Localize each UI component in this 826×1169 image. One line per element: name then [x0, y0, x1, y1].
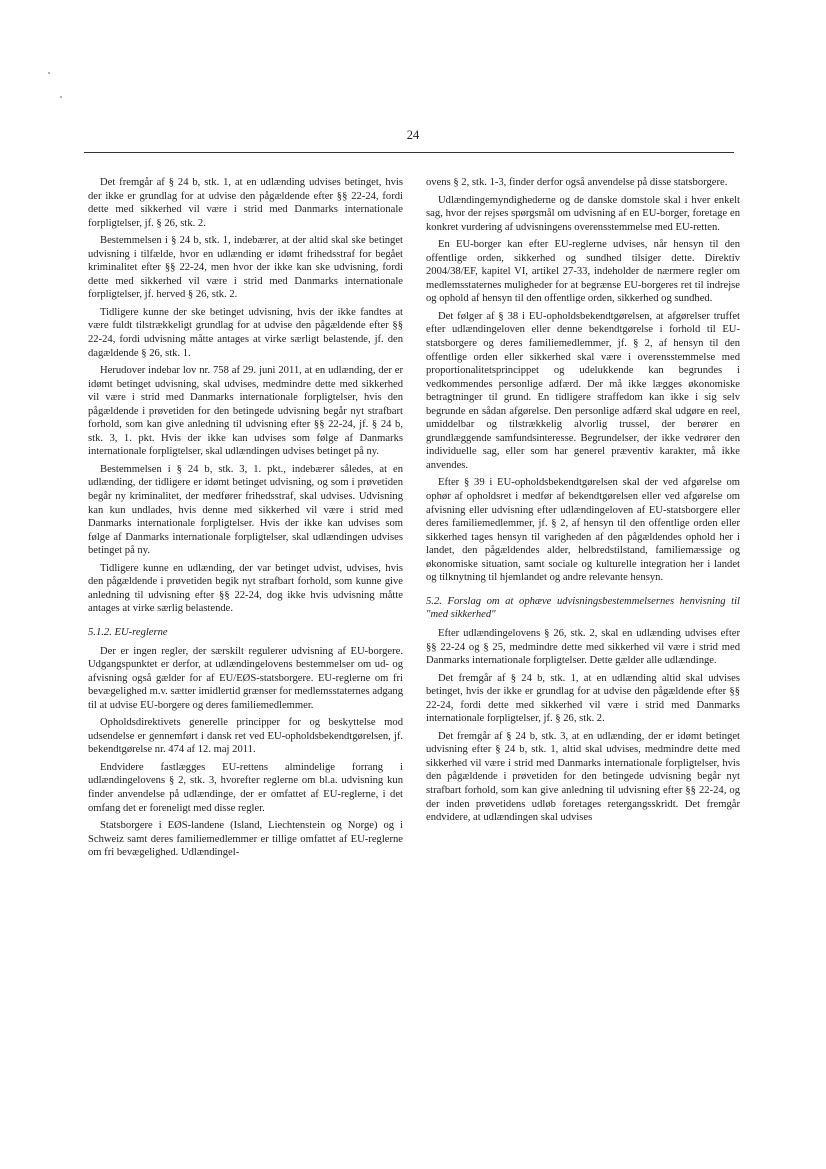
paragraph: Opholdsdirektivets generelle principper for og beskyttelse mod udsendelse er gennemført i dansk ret ved EU-opholdsbekendtgørelsen, jf. bekendtgørelse nr. 474 af 12. maj 2011.: [88, 717, 403, 756]
header-rule: [84, 152, 734, 153]
paragraph: Tidligere kunne der ske betinget udvisning, hvis der ikke fandtes at være fuldt tilstrækkeligt grundlag for at udvise den pågældende efter §§ 22-24, fordi udvisning måtte antages at virke særligt belastende, jf. den dagældende § 26, stk. 1.: [88, 306, 403, 359]
paragraph: Det fremgår af § 24 b, stk. 3, at en udlænding, der er idømt betinget udvisning efter § 24 b, stk. 1, altid skal udvises, medmindre dette med sikkerhed vil være i strid med Danmarks internationale forpligtelser, hvis den pågældende i prøvetiden for den betingede udvisning begår nyt strafbart forhold, som kan give anledning til udvisning efter §§ 22-24, og der inden prøvetidens udløb foretages retergangsskridt. Det fremgår endvidere, at udlændingen skal udvises: [426, 730, 740, 824]
paragraph: Herudover indebar lov nr. 758 af 29. juni 2011, at en udlænding, der er idømt betinget udvisning, skal udvises, medmindre dette med sikkerhed vil være i strid med Danmarks internationale forpligtelser, hvis den pågældende i prøvetiden for den betingede udvisning begår nyt strafbart forhold, som kan give anledning til udvisning efter §§ 22-24, jf. § 24 b, stk. 3, 1. pkt. Hvis der ikke kan udvises som følge af Danmarks internationale forpligtelser, skal udlændingen udvises betinget på ny.: [88, 365, 403, 458]
paragraph: Udlændingemyndighederne og de danske domstole skal i hver enkelt sag, hvor der rejses spørgsmål om udvisning af en EU-borger, foretage en konkret vurdering af udvisningens overensstemmelse med EU-retten.: [426, 194, 740, 233]
scan-speck: [48, 72, 50, 74]
paragraph: ovens § 2, stk. 1-3, finder derfor også anvendelse på disse statsborgere.: [426, 177, 728, 188]
right-column: [426, 176, 740, 829]
paragraph: Det fremgår af § 24 b, stk. 1, at en udlænding udvises betinget, hvis der ikke er grundlag for at udvise den pågældende efter §§ 22-24, fordi dette med sikkerhed vil være i strid med Danmarks internationale forpligtelser, jf. § 26, stk. 2.: [88, 177, 403, 229]
section-heading: 5.1.2. EU-reglerne: [88, 626, 168, 638]
paragraph: En EU-borger kan efter EU-reglerne udvises, når hensyn til den offentlige orden, sikkerhed og sundhed tilsiger dette. Direktiv 2004/38/EF, kapitel VI, artikel 27-33, indeholder de nærmere regler om medlemsstaternes muligheder for at begrænse EU-borgeres ret til indrejse og ophold af hensyn til den offentlige orden, sikkerhed og sundhed.: [426, 239, 740, 305]
left-column: [88, 176, 403, 864]
paragraph: Der er ingen regler, der særskilt regulerer udvisning af EU-borgere. Udgangspunktet er derfor, at udlændingelovens bestemmelser om ud- og afvisning også gælder for af EU/EØS-statsborgere. EU-reglerne om fri bevægelighed m.v. sætter imidlertid grænser for medlemsstaternes adgang til at udvise EU-borgere og deres familiemedlemmer.: [88, 645, 403, 711]
paragraph: Statsborgere i EØS-landene (Island, Liechtenstein og Norge) og i Schweiz samt deres familiemedlemmer er tillige omfattet af EU-reglerne om fri bevægelighed. Udlændingel-: [88, 820, 403, 859]
section-heading: 5.2. Forslag om at ophæve udvisningsbestemmelsernes henvisning til "med sikkerhed": [426, 595, 740, 621]
paragraph: Det fremgår af § 24 b, stk. 1, at en udlænding altid skal udvises betinget, hvis der ikke er grundlag for at udvise den pågældende efter §§ 22-24, fordi dette med sikkerhed vil være i strid med Danmarks internationale forpligtelser, jf. § 26, stk. 2.: [426, 672, 740, 725]
paragraph: Efter § 39 i EU-opholdsbekendtgørelsen skal der ved afgørelse om ophør af opholdsret i medfør af bekendtgørelsen eller ved afgørelse om afvisning eller udvisning efter udlændingeloven af EU-statsborgere eller deres familiemedlemmer, jf. § 2, af hensyn til den offentlige orden eller sikkerhed tages hensyn til varigheden af den pågældendes ophold her i landet, den pågældendes alder, helbredstilstand, familiemæssige og økonomiske situation, samt sociale og kulturelle integration her i landet og tilknytning til hjemlandet og andre relevante hensyn.: [426, 477, 740, 584]
paragraph: Det følger af § 38 i EU-opholdsbekendtgørelsen, at afgørelser truffet efter udlændingeloven eller denne bekendtgørelse i forhold til EU-statsborgere og deres familiemedlemmer, jf. § 2, af hensyn til den offentlige orden eller sikkerhed skal være i overensstemmelse med proportionalitetsprincippet og udelukkende kan begrundes i vedkommendes personlige adfærd. Der må ikke lægges økonomiske betragtninger til grund. En tidligere straffedom kan ikke i sig selv begrunde en sådan afgørelse. Den personlige adfærd skal udgøre en reel, umiddelbar og tilstrækkelig alvorlig trussel, der berører en grundlæggende samfundsinteresse. Begrundelser, der ikke vedrører den individuelle sag, eller som har generel præventiv karakter, må ikke anvendes.: [426, 310, 740, 471]
paragraph: Bestemmelsen i § 24 b, stk. 1, indebærer, at der altid skal ske betinget udvisning i tilfælde, hvor en udlænding er idømt frihedsstraf for begået kriminalitet efter §§ 22-24, men hvor der ikke kan ske udvisning, fordi dette med sikkerhed vil være i strid med Danmarks internationale forpligtelser, jf. herved § 26, stk. 2.: [88, 235, 403, 301]
paragraph: Tidligere kunne en udlænding, der var betinget udvist, udvises, hvis den pågældende i prøvetiden begik nyt strafbart forhold, som kunne give anledning til udvisning efter §§ 22-24, dog ikke hvis udvisning måtte antages at virke særlig belastende.: [88, 562, 403, 615]
paragraph: Endvidere fastlægges EU-rettens almindelige forrang i udlændingelovens § 2, stk. 3, hvorefter reglerne om bl.a. udvisning kun finder anvendelse på udlændinge, der er omfattet af EU-reglerne, i det omfang det er foreneligt med disse regler.: [88, 761, 403, 814]
page-number: 24: [406, 128, 420, 142]
scan-speck: [60, 96, 62, 98]
paragraph: Bestemmelsen i § 24 b, stk. 3, 1. pkt., indebærer således, at en udlænding, der tidligere er idømt betinget udvisning, og som i prøvetiden begår ny kriminalitet, der medfører frihedsstraf, skal udvises. Udvisning kan kun undlades, hvis denne med sikkerhed vil være i strid med Danmarks internationale forpligtelser. Hvis der ikke kan udvises som følge af Danmarks internationale forpligtelser, skal udlændingen udvises betinget på ny.: [88, 463, 403, 557]
paragraph: Efter udlændingelovens § 26, stk. 2, skal en udlænding udvises efter §§ 22-24 og § 25, medmindre dette med sikkerhed vil være i strid med Danmarks internationale forpligtelser. Dette gælder alle udlændinge.: [426, 627, 740, 667]
